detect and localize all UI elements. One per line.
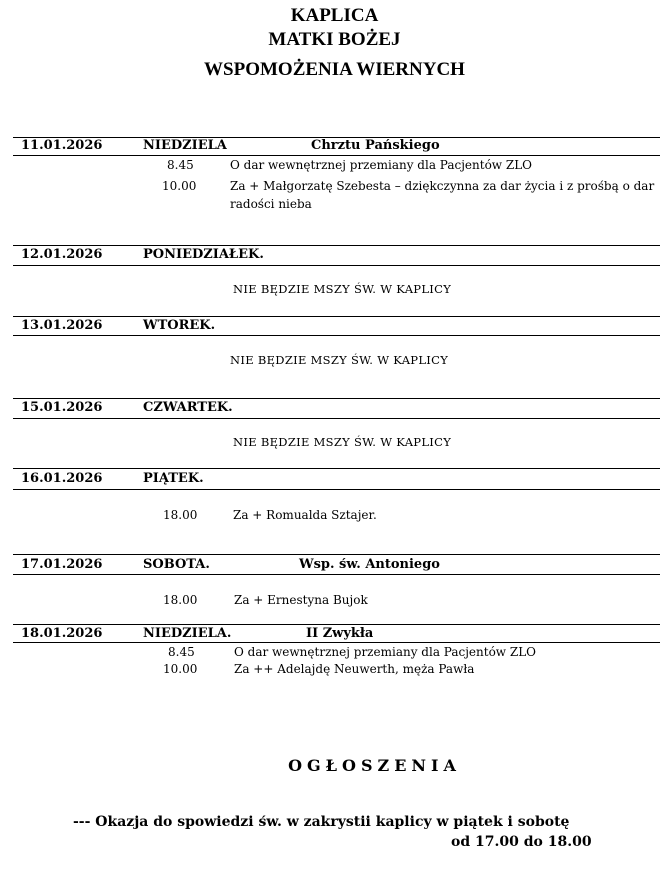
day-date: 17.01.2026 <box>21 557 103 572</box>
divider <box>13 335 660 336</box>
day-date: 15.01.2026 <box>21 400 103 415</box>
day-name: CZWARTEK. <box>143 400 233 415</box>
no-mass-note: NIE BĘDZIE MSZY ŚW. W KAPLICY <box>233 282 452 296</box>
day-name: PIĄTEK. <box>143 471 204 486</box>
chapel-title-line1: KAPLICA <box>290 5 379 26</box>
mass-intention: O dar wewnętrznej przemiany dla Pacjentów ZLO <box>234 645 537 659</box>
divider <box>13 489 660 490</box>
divider <box>13 316 660 317</box>
day-date: 16.01.2026 <box>21 471 103 486</box>
day-name: NIEDZIELA <box>143 138 227 153</box>
day-date: 11.01.2026 <box>21 138 103 153</box>
day-name: PONIEDZIAŁEK. <box>143 247 264 262</box>
day-name: SOBOTA. <box>143 557 210 572</box>
announcement-line: --- Okazja do spowiedzi św. w zakrystii kaplicy w piątek i sobotę <box>73 814 570 830</box>
feast-name: Chrztu Pańskiego <box>311 138 440 153</box>
divider <box>13 245 660 246</box>
divider <box>13 398 660 399</box>
mass-intention: Za + Romualda Sztajer. <box>233 508 377 522</box>
mass-time: 10.00 <box>163 662 198 676</box>
announcements-title: OGŁOSZENIA <box>288 756 461 775</box>
mass-time: 8.45 <box>168 645 195 659</box>
divider <box>13 554 660 555</box>
mass-intention: Za ++ Adelajdę Neuwerth, męża Pawła <box>234 662 475 676</box>
no-mass-note: NIE BĘDZIE MSZY ŚW. W KAPLICY <box>233 435 452 449</box>
day-date: 13.01.2026 <box>21 318 103 333</box>
divider <box>13 624 660 625</box>
divider <box>13 468 660 469</box>
divider <box>13 642 660 643</box>
day-date: 12.01.2026 <box>21 247 103 262</box>
day-name: NIEDZIELA. <box>143 626 232 641</box>
day-date: 18.01.2026 <box>21 626 103 641</box>
divider <box>13 418 660 419</box>
chapel-title-line3: WSPOMOŻENIA WIERNYCH <box>204 59 465 80</box>
mass-intention: O dar wewnętrznej przemiany dla Pacjentów ZLO <box>230 158 533 172</box>
feast-name: II Zwykła <box>306 626 374 641</box>
announcement-hours: od 17.00 do 18.00 <box>451 834 592 850</box>
no-mass-note: NIE BĘDZIE MSZY ŚW. W KAPLICY <box>230 353 449 367</box>
mass-time: 18.00 <box>163 508 198 522</box>
divider <box>13 574 660 575</box>
mass-time: 8.45 <box>167 158 194 172</box>
chapel-title-line2: MATKI BOŻEJ <box>268 29 401 50</box>
divider <box>13 155 660 156</box>
divider <box>13 265 660 266</box>
mass-time: 10.00 <box>162 179 197 193</box>
mass-intention: Za + Małgorzatę Szebesta – dziękczynna za dar życia i z prośbą o dar radości nieba <box>230 179 655 211</box>
mass-intention: Za + Ernestyna Bujok <box>234 593 368 607</box>
mass-time: 18.00 <box>163 593 198 607</box>
day-name: WTOREK. <box>143 318 216 333</box>
feast-name: Wsp. św. Antoniego <box>299 557 440 572</box>
